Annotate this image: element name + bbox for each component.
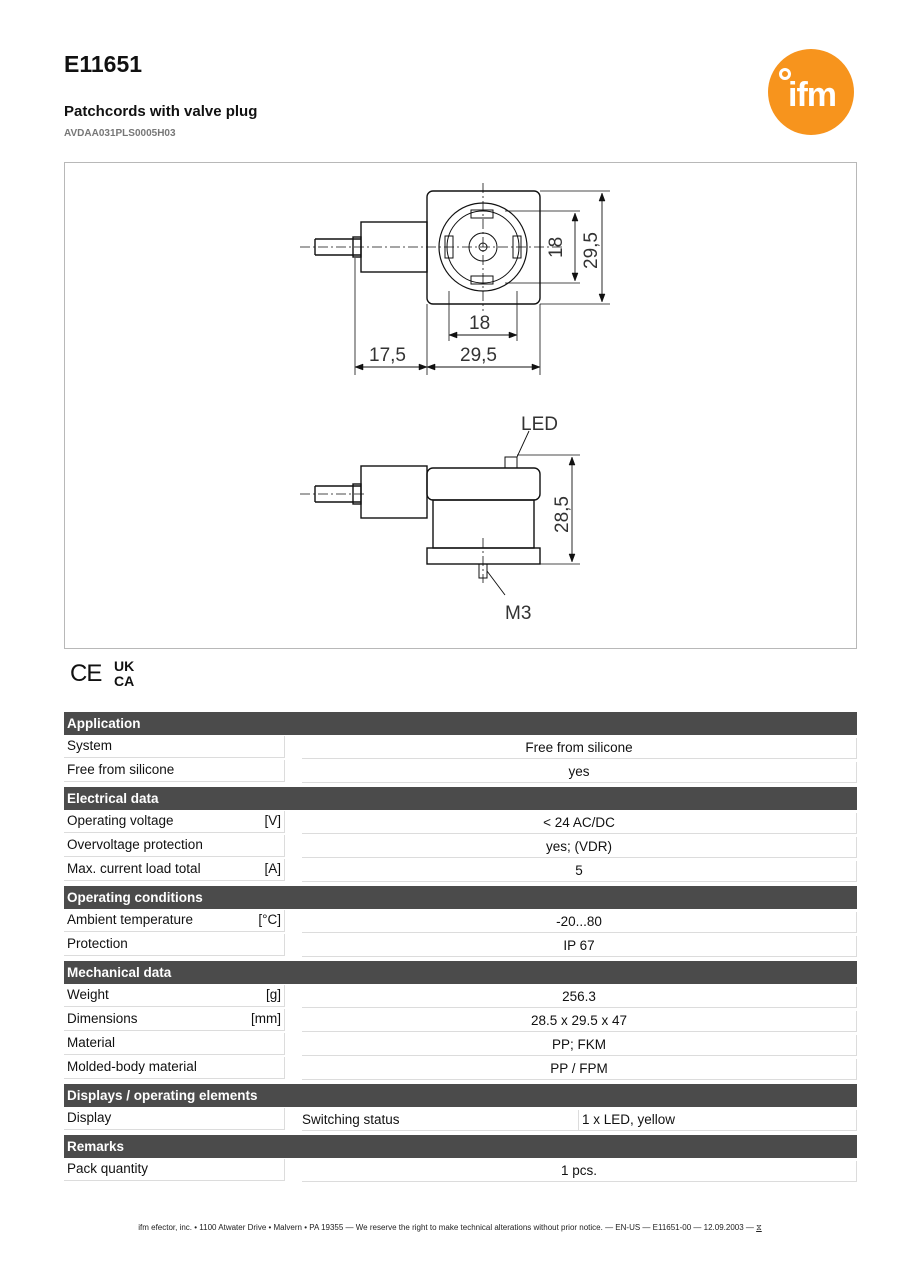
spec-table xyxy=(64,712,857,1183)
row-value: yes xyxy=(302,762,857,783)
row-label: Pack quantity xyxy=(64,1159,285,1181)
row-label: Max. current load total [A] xyxy=(64,859,285,881)
row-unit: [°C] xyxy=(258,912,281,927)
table-row xyxy=(64,811,857,835)
label-led: LED xyxy=(521,414,558,435)
table-row xyxy=(64,736,857,760)
row-label: Display xyxy=(64,1108,285,1130)
row-label: Dimensions [mm] xyxy=(64,1009,285,1031)
section-operating-conditions: Operating conditions xyxy=(64,886,857,909)
footer-mark: ⧖ xyxy=(756,1223,762,1232)
row-subtitle: Switching status xyxy=(302,1110,579,1131)
dimension-drawing xyxy=(64,162,857,649)
row-label: Overvoltage protection xyxy=(64,835,285,857)
row-value: yes; (VDR) xyxy=(302,837,857,858)
plug-body-top xyxy=(427,191,540,304)
row-unit: [A] xyxy=(264,861,281,876)
table-row xyxy=(64,1159,857,1183)
row-value: -20...80 xyxy=(302,912,857,933)
logo-text: ifm xyxy=(788,76,836,114)
section-displays: Displays / operating elements xyxy=(64,1084,857,1107)
certification-marks xyxy=(70,658,150,690)
dim-29-5-side: 29,5 xyxy=(581,232,602,269)
dim-18-side: 18 xyxy=(546,236,567,258)
dim-28-5: 28,5 xyxy=(552,496,573,533)
ukca-mark-top: UK xyxy=(114,658,135,674)
row-label: Protection xyxy=(64,934,285,956)
label-m3: M3 xyxy=(505,603,532,624)
ukca-mark-bottom: CA xyxy=(114,673,135,689)
table-row xyxy=(64,1057,857,1081)
row-label: Weight [g] xyxy=(64,985,285,1007)
row-label: Ambient temperature [°C] xyxy=(64,910,285,932)
section-mechanical-data: Mechanical data xyxy=(64,961,857,984)
product-title: E11651 xyxy=(64,51,143,77)
row-value: 1 x LED, yellow xyxy=(579,1110,857,1131)
dim-18-bottom: 18 xyxy=(469,313,491,334)
table-row xyxy=(64,985,857,1009)
row-value: 5 xyxy=(302,861,857,882)
row-unit: [V] xyxy=(264,813,281,828)
dim-17-5: 17,5 xyxy=(369,345,406,366)
row-value: 256.3 xyxy=(302,987,857,1008)
table-row xyxy=(64,835,857,859)
table-row xyxy=(64,760,857,784)
row-value: < 24 AC/DC xyxy=(302,813,857,834)
ce-mark: CE xyxy=(70,660,102,687)
table-row xyxy=(64,1108,857,1132)
row-label: Material xyxy=(64,1033,285,1055)
row-label: Molded-body material xyxy=(64,1057,285,1079)
section-remarks: Remarks xyxy=(64,1135,857,1158)
row-value: IP 67 xyxy=(302,936,857,957)
row-value: 28.5 x 29.5 x 47 xyxy=(302,1011,857,1032)
row-label: Operating voltage [V] xyxy=(64,811,285,833)
row-value: Free from silicone xyxy=(302,738,857,759)
page-footer xyxy=(0,1223,900,1233)
row-label: System xyxy=(64,736,285,758)
table-row xyxy=(64,859,857,883)
dim-29-5-bottom: 29,5 xyxy=(460,345,497,366)
plug-body-side-top xyxy=(427,468,540,500)
table-row xyxy=(64,910,857,934)
footer-text: ifm efector, inc. • 1100 Atwater Drive • Malvern • PA 19355 — We reserve the right to make technical alterations without prior notice. — EN-US — E11651-00 — 12.09.2003 — xyxy=(138,1223,754,1232)
row-label: Free from silicone xyxy=(64,760,285,782)
article-code: AVDAA031PLS0005H03 xyxy=(64,128,176,139)
product-subtitle: Patchcords with valve plug xyxy=(64,103,258,120)
table-row xyxy=(64,1009,857,1033)
row-value: PP; FKM xyxy=(302,1035,857,1056)
row-value: 1 pcs. xyxy=(302,1161,857,1182)
section-application: Application xyxy=(64,712,857,735)
row-value: PP / FPM xyxy=(302,1059,857,1080)
row-unit: [mm] xyxy=(251,1011,281,1026)
ifm-logo xyxy=(768,49,854,135)
row-unit: [g] xyxy=(265,987,281,1002)
table-row xyxy=(64,934,857,958)
dimension-drawing-svg xyxy=(65,163,858,650)
section-electrical-data: Electrical data xyxy=(64,787,857,810)
table-row xyxy=(64,1033,857,1057)
